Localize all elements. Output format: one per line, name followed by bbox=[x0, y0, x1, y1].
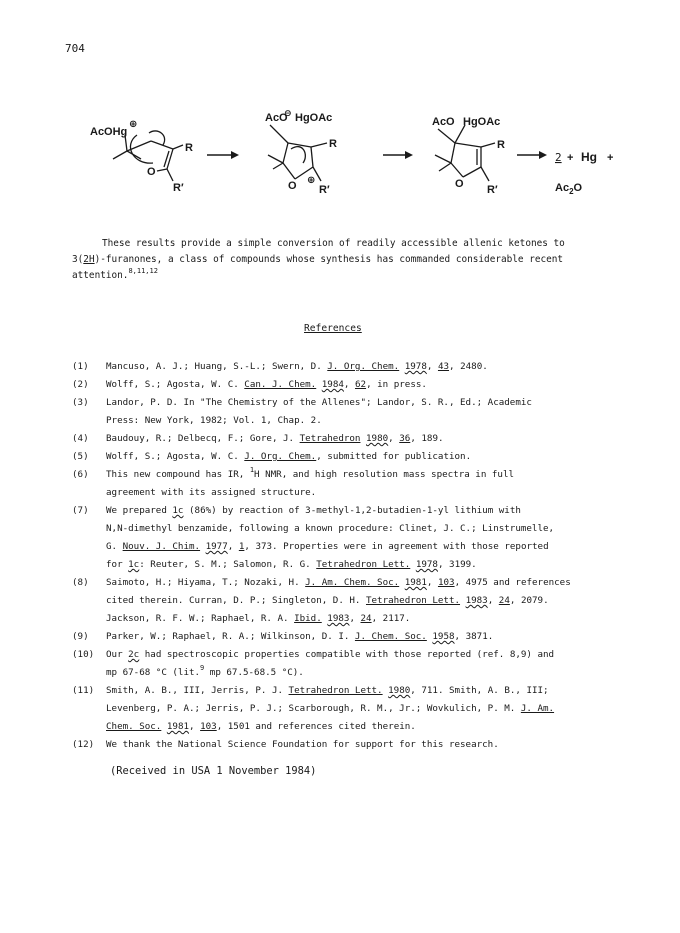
label-o-2: O bbox=[288, 180, 297, 192]
reference-text-part: (86%) by reaction of 3-methyl-1,2-butadien-1-yl lithium with bbox=[183, 505, 521, 516]
reference-text-part: , 711. Smith, A. B., III; bbox=[410, 685, 549, 696]
label-r-2: R bbox=[329, 138, 337, 150]
reference-text-part: Smith, A. B., III, Jerris, P. J. bbox=[106, 685, 289, 696]
reference-text-part: , submitted for publication. bbox=[316, 451, 472, 462]
reference-text-part: Tetrahedron Lett. bbox=[365, 595, 461, 606]
reference-number: (2) bbox=[72, 379, 89, 390]
reference-text bbox=[106, 574, 632, 628]
structure-3-bonds bbox=[435, 125, 495, 181]
reference-text-part: H NMR, and high resolution mass spectra in full bbox=[254, 469, 515, 480]
reference-text-part: 1980 bbox=[388, 685, 411, 696]
reference-text-part: : Reuter, S. M.; Salomon, R. G. bbox=[139, 559, 317, 570]
reference-text-part: 1981 bbox=[166, 721, 190, 732]
reference-text-part: J. Org. Chem. bbox=[244, 451, 317, 462]
reference-text-part: , 4975 and references bbox=[454, 577, 571, 588]
reaction-arrow-1 bbox=[207, 151, 239, 159]
reference-text-part: 1983 bbox=[327, 613, 350, 624]
reference-text-part: Chem. Soc. bbox=[106, 721, 162, 732]
reference-text-part: 1983 bbox=[465, 595, 488, 606]
reference-text bbox=[106, 394, 632, 430]
reference-text-part: Our bbox=[106, 649, 129, 660]
reference-text-part: 2c bbox=[128, 649, 140, 660]
label-plus-1: + bbox=[567, 152, 574, 164]
reference-text-part: for bbox=[106, 559, 129, 570]
reference-text-part: G. bbox=[106, 541, 123, 552]
reference-item bbox=[72, 574, 632, 628]
label-r-1: R bbox=[185, 142, 193, 154]
reference-text-part: , 373. Properties were in agreement with those reported bbox=[244, 541, 549, 552]
reference-text-part: , 189. bbox=[410, 433, 444, 444]
reference-text-part: J. Am. Chem. Soc. bbox=[305, 577, 400, 588]
reference-text-part: 1978 bbox=[415, 559, 438, 570]
reference-text-part: We prepared bbox=[106, 505, 173, 516]
reference-text-part: agreement with its assigned structure. bbox=[106, 487, 317, 498]
reference-number: (9) bbox=[72, 631, 89, 642]
reference-text-part: Wolff, S.; Agosta, W. C. bbox=[106, 379, 245, 390]
reference-text-part: , 2480. bbox=[449, 361, 488, 372]
reference-text-part: cited therein. Curran, D. P.; Singleton, D. H. bbox=[106, 595, 366, 606]
reference-text-part: Press: New York, 1982; Vol. 1, Chap. 2. bbox=[106, 415, 322, 426]
reference-text-part: 1 bbox=[249, 466, 255, 474]
reference-item bbox=[72, 736, 632, 754]
reference-item bbox=[72, 358, 632, 376]
reference-text-part: 1958 bbox=[432, 631, 455, 642]
reference-text-part: mp 67.5-68.5 °C). bbox=[204, 667, 304, 678]
reference-text-part: , 3199. bbox=[437, 559, 477, 570]
reference-number: (1) bbox=[72, 361, 89, 372]
reference-text-part: 103 bbox=[200, 721, 217, 732]
reference-text-part: This new compound has IR, bbox=[106, 469, 250, 480]
reference-text bbox=[106, 448, 632, 466]
reference-text-part: , bbox=[388, 433, 400, 444]
reference-text bbox=[106, 502, 632, 574]
reference-text-part: Landor, P. D. In "The Chemistry of the Allenes"; Landor, S. R., Ed.; Academic bbox=[106, 397, 532, 408]
reference-text-part: Nouv. J. Chim. bbox=[122, 541, 201, 552]
label-plus-2: + bbox=[607, 152, 614, 164]
reference-number: (7) bbox=[72, 505, 89, 516]
reference-text bbox=[106, 376, 632, 394]
reference-text-part: mp 67-68 °C (lit. bbox=[106, 667, 201, 678]
reference-text-part: 24 bbox=[360, 613, 372, 624]
reference-item bbox=[72, 466, 632, 502]
label-plus-charge-1: ⊕ bbox=[129, 119, 138, 130]
label-aco-2: AcO bbox=[265, 112, 288, 124]
reference-number: (4) bbox=[72, 433, 89, 444]
reference-item bbox=[72, 502, 632, 574]
reference-text-part: Jackson, R. F. W.; Raphael, R. A. bbox=[106, 613, 295, 624]
reference-text-part: J. Am. bbox=[520, 703, 555, 714]
reference-text-part: 1978 bbox=[404, 361, 427, 372]
reference-text-part: Parker, W.; Raphael, R. A.; Wilkinson, D. I. bbox=[106, 631, 355, 642]
reference-number: (10) bbox=[72, 649, 95, 660]
reference-text-part: We thank the National Science Foundation for support for this research. bbox=[106, 739, 499, 750]
received-date: (Received in USA 1 November 1984) bbox=[110, 765, 317, 777]
reference-text-part: N,N-dimethyl benzamide, following a known procedure: Clinet, J. C.; Linstrumelle, bbox=[106, 523, 555, 534]
reference-text-part: , in press. bbox=[366, 379, 427, 390]
reference-number: (11) bbox=[72, 685, 95, 696]
reference-text-part: J. Chem. Soc. bbox=[354, 631, 427, 642]
reference-text bbox=[106, 358, 632, 376]
label-compound-2: 2 bbox=[555, 151, 562, 164]
reference-number: (6) bbox=[72, 469, 89, 480]
reference-text-part: 1c bbox=[128, 559, 140, 570]
reference-text-part: , 1501 and references cited therein. bbox=[216, 721, 416, 732]
reference-text-part: , 2117. bbox=[371, 613, 411, 624]
references-heading: References bbox=[304, 323, 362, 334]
reference-text-part: Tetrahedron Lett. bbox=[316, 559, 411, 570]
reference-text-part: Baudouy, R.; Delbecq, F.; Gore, J. bbox=[106, 433, 300, 444]
references-list bbox=[72, 358, 632, 754]
reference-text bbox=[106, 682, 632, 736]
reference-text-part: Saimoto, H.; Hiyama, T.; Nozaki, H. bbox=[106, 577, 306, 588]
reference-item bbox=[72, 394, 632, 430]
reaction-scheme bbox=[85, 105, 645, 205]
paragraph-line-3: attention.$^{8,11,12}$ bbox=[72, 267, 158, 281]
reference-text-part: 62 bbox=[354, 379, 367, 390]
reference-text-part: 43 bbox=[437, 361, 450, 372]
reference-number: (8) bbox=[72, 577, 89, 588]
reference-text-part: J. Org. Chem. bbox=[327, 361, 400, 372]
paragraph-line-1: These results provide a simple conversion of readily accessible allenic ketones to bbox=[102, 238, 565, 249]
reference-number: (3) bbox=[72, 397, 89, 408]
reference-text-part: 1984 bbox=[321, 379, 344, 390]
reference-text-part: , 3871. bbox=[454, 631, 494, 642]
reference-text-part: 24 bbox=[498, 595, 510, 606]
label-acohg: AcOHg bbox=[90, 126, 128, 138]
label-o-3: O bbox=[455, 178, 464, 190]
reference-text-part: 103 bbox=[437, 577, 455, 588]
reference-text-part: , bbox=[426, 361, 438, 372]
reference-text-part: , bbox=[426, 577, 438, 588]
reference-text-part: had spectroscopic properties compatible with those reported (ref. 8,9) and bbox=[139, 649, 555, 660]
reaction-arrow-2 bbox=[383, 151, 413, 159]
reference-text bbox=[106, 628, 632, 646]
conclusion-paragraph bbox=[72, 236, 602, 284]
reference-item bbox=[72, 376, 632, 394]
label-plus-charge-2: ⊕ bbox=[307, 175, 316, 186]
reference-text-part: 1c bbox=[172, 505, 184, 516]
reference-text-part: Wolff, S.; Agosta, W. C. bbox=[106, 451, 245, 462]
reference-text-part: Tetrahedron bbox=[299, 433, 361, 444]
reference-text-part: Ibid. bbox=[294, 613, 322, 624]
reference-item bbox=[72, 682, 632, 736]
label-r-prime-2: R′ bbox=[319, 184, 330, 196]
reference-text-part: , bbox=[189, 721, 201, 732]
reference-text-part: Tetrahedron Lett. bbox=[288, 685, 383, 696]
label-hgoac-2: HgOAc bbox=[295, 112, 333, 124]
label-ac2o: $Ac_2O$ bbox=[555, 182, 583, 196]
reference-text-part: , bbox=[227, 541, 239, 552]
reference-item bbox=[72, 646, 632, 682]
reference-text-part: 9 bbox=[200, 664, 205, 672]
label-r-prime-1: R′ bbox=[173, 182, 184, 194]
reference-item bbox=[72, 430, 632, 448]
reference-text-part: , 2079. bbox=[509, 595, 549, 606]
reference-text-part: Can. J. Chem. bbox=[244, 379, 317, 390]
reference-text bbox=[106, 430, 632, 448]
structure-2-bonds bbox=[268, 125, 327, 181]
reference-text-part: , bbox=[343, 379, 355, 390]
page-number: 704 bbox=[65, 42, 85, 55]
reference-text-part: , bbox=[487, 595, 499, 606]
label-minus-charge: ⊖ bbox=[284, 108, 292, 118]
label-r-prime-3: R′ bbox=[487, 184, 498, 196]
label-hgoac-3: HgOAc bbox=[463, 116, 501, 128]
reaction-arrow-3 bbox=[517, 151, 547, 159]
paragraph-line-2: 3(2H)-furanones, a class of compounds whose synthesis has commanded considerable recent bbox=[72, 254, 564, 265]
reference-text-part: Mancuso, A. J.; Huang, S.-L.; Swern, D. bbox=[106, 361, 328, 372]
reference-number: (12) bbox=[72, 739, 95, 750]
label-r-3: R bbox=[497, 139, 505, 151]
label-hg: Hg bbox=[581, 150, 597, 164]
reference-item bbox=[72, 448, 632, 466]
reference-text-part: 1981 bbox=[404, 577, 427, 588]
reference-text-part: 1977 bbox=[205, 541, 228, 552]
reference-text bbox=[106, 646, 632, 682]
reference-text-part: 36 bbox=[399, 433, 411, 444]
reference-text bbox=[106, 736, 632, 754]
reference-text-part: Levenberg, P. A.; Jerris, P. J.; Scarborough, R. M., Jr.; Wovkulich, P. M. bbox=[106, 703, 521, 714]
reference-number: (5) bbox=[72, 451, 89, 462]
label-o-1: O bbox=[147, 166, 156, 178]
reference-text-part: 1980 bbox=[366, 433, 389, 444]
reference-text bbox=[106, 466, 632, 502]
reference-text-part: 1 bbox=[238, 541, 245, 552]
reference-text-part: , bbox=[349, 613, 361, 624]
reference-item bbox=[72, 628, 632, 646]
label-aco-3: AcO bbox=[432, 116, 455, 128]
